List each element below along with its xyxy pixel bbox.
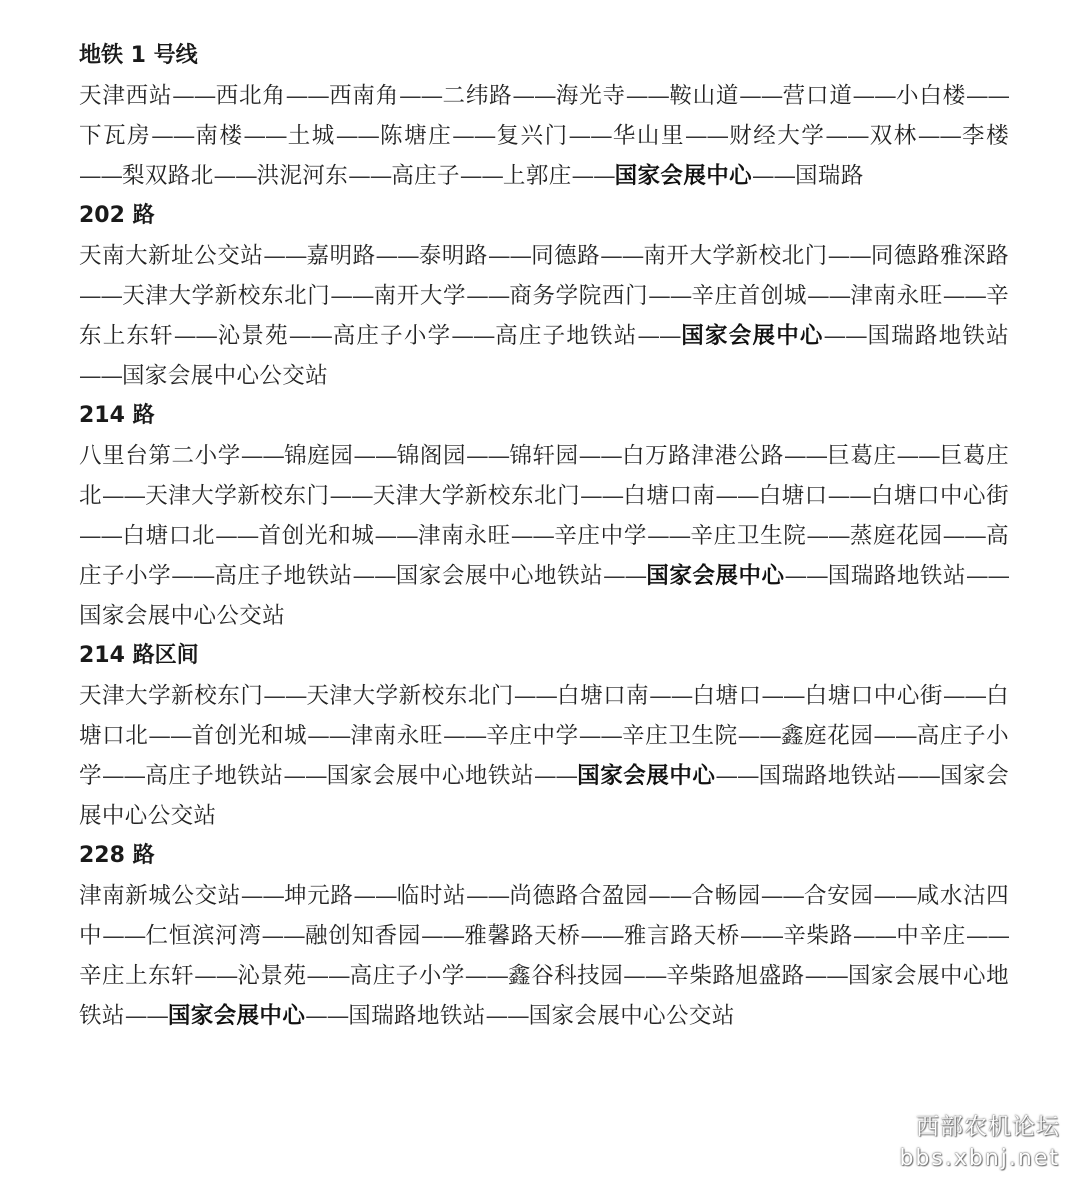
- stop-name: 国家会展中心公交站: [79, 763, 1009, 829]
- stop-separator: ——: [171, 563, 215, 589]
- stop-separator: ——: [873, 723, 917, 749]
- stop-name: 辛柴路: [782, 923, 853, 949]
- stop-separator: ——: [512, 83, 556, 109]
- stop-separator: ——: [761, 683, 805, 709]
- stop-name: 白塘口中心街: [804, 683, 943, 709]
- stop-name: 天南大新址公交站: [79, 243, 264, 269]
- stop-separator: ——: [330, 283, 374, 309]
- stop-separator: ——: [261, 923, 305, 949]
- stop-name: 复兴门: [495, 123, 569, 149]
- stop-name: 蒸庭花园: [849, 523, 943, 549]
- stop-separator: ——: [173, 323, 217, 349]
- stop-name: 泰明路: [418, 243, 488, 269]
- stop-name: 鑫庭花园: [780, 723, 874, 749]
- stop-name-highlighted: 国家会展中心: [577, 763, 716, 789]
- stop-separator: ——: [715, 763, 759, 789]
- stop-name: 南开大学新校北门: [643, 243, 828, 269]
- stop-name: 西南角: [328, 83, 400, 109]
- stop-name: 首创光和城: [258, 523, 375, 549]
- stop-name: 临时站: [396, 883, 467, 909]
- route-list: [79, 36, 1009, 1036]
- stop-separator: ——: [637, 323, 681, 349]
- stop-separator: ——: [452, 123, 496, 149]
- stop-name: 白塘口南: [556, 683, 650, 709]
- stop-name: 白万路津港公路: [621, 443, 784, 469]
- route-metro-line-1: [79, 36, 1009, 196]
- stop-separator: ——: [578, 723, 622, 749]
- stop-name: 梨双路北: [122, 163, 214, 189]
- watermark-name: 西部农机论坛: [916, 1114, 1060, 1140]
- route-title: 214 路区间: [79, 643, 199, 668]
- stop-name-highlighted: 国家会展中心: [646, 563, 785, 589]
- stop-name: 国瑞路地铁站: [348, 1003, 486, 1029]
- stop-separator: ——: [263, 243, 307, 269]
- stop-separator: ——: [151, 123, 195, 149]
- stop-name: 巨葛庄: [826, 443, 897, 469]
- stop-name: 同德路雅深路: [870, 243, 1010, 269]
- stop-name: 嘉明路: [306, 243, 376, 269]
- stop-separator: ——: [124, 1003, 168, 1029]
- stop-name: 仁恒滨河湾: [145, 923, 262, 949]
- stop-name: 国家会展中心公交站: [528, 1003, 735, 1029]
- stop-name: 白塘口北: [79, 683, 1009, 749]
- stop-separator: ——: [79, 283, 122, 309]
- stop-separator: ——: [715, 483, 759, 509]
- stop-separator: ——: [580, 923, 624, 949]
- stop-name: 高庄子小学: [331, 323, 452, 349]
- stop-name: 小白楼: [895, 83, 967, 109]
- stop-name: 辛东上东轩: [79, 283, 1009, 349]
- stop-name: 津南永旺: [350, 723, 444, 749]
- stop-name: 鑫谷科技园: [507, 963, 624, 989]
- stop-separator: ——: [451, 323, 495, 349]
- stop-name: 二纬路: [442, 83, 513, 109]
- stop-separator: ——: [580, 483, 624, 509]
- stop-name: 辛庄首创城: [691, 283, 808, 309]
- stop-separator: ——: [79, 363, 122, 389]
- stop-name: 天津大学新校东门: [79, 683, 264, 709]
- stop-separator: ——: [374, 523, 418, 549]
- stop-name: 八里台第二小学: [79, 443, 241, 469]
- stop-name: 雅言路天桥: [623, 923, 740, 949]
- stop-separator: ——: [807, 283, 851, 309]
- stop-name: 高庄子地铁站: [494, 323, 638, 349]
- stop-name: 合畅园: [691, 883, 761, 909]
- route-stops: [79, 236, 1009, 396]
- route-stops: [79, 436, 1009, 636]
- stop-separator: ——: [79, 163, 122, 189]
- watermark-url: bbs.xbnj.net: [899, 1146, 1060, 1171]
- stop-name: 国家会展中心地铁站: [326, 763, 535, 789]
- stop-separator: ——: [353, 443, 397, 469]
- stop-name: 鞍山道: [668, 83, 740, 109]
- stop-separator: ——: [784, 563, 828, 589]
- stop-separator: ——: [329, 483, 373, 509]
- stop-separator: ——: [466, 443, 510, 469]
- stop-separator: ——: [285, 83, 329, 109]
- stop-name: 双林: [868, 123, 918, 149]
- stop-name: 国家会展中心公交站: [122, 363, 329, 389]
- stop-name: 融创知香园: [304, 923, 422, 949]
- route-stops: [79, 676, 1009, 836]
- stop-separator: ——: [942, 283, 986, 309]
- stop-separator: ——: [942, 683, 986, 709]
- stop-name: 沁景苑: [237, 963, 307, 989]
- stop-name: 白塘口中心街: [870, 483, 1009, 509]
- stop-name: 高庄子小学: [79, 523, 1009, 589]
- stop-name: 白塘口北: [122, 523, 216, 549]
- stop-separator: ——: [243, 123, 287, 149]
- stop-separator: ——: [760, 883, 804, 909]
- stop-name: 中辛庄: [895, 923, 966, 949]
- stop-separator: ——: [648, 283, 692, 309]
- route-stops: [79, 76, 1009, 196]
- stop-name: 高庄子小学: [79, 723, 1010, 789]
- stop-name: 国瑞路地铁站: [758, 763, 897, 789]
- stop-separator: ——: [102, 763, 146, 789]
- stop-name: 国瑞路地铁站: [866, 323, 1009, 349]
- stop-separator: ——: [649, 683, 693, 709]
- route-title: 214 路: [79, 403, 155, 428]
- stop-separator: ——: [752, 163, 796, 189]
- stop-separator: ——: [896, 443, 940, 469]
- stop-name: 国家会展中心地铁站: [395, 563, 604, 589]
- stop-separator: ——: [685, 123, 729, 149]
- stop-separator: ——: [352, 563, 396, 589]
- stop-name: 李楼: [960, 123, 1009, 149]
- stop-separator: ——: [102, 483, 146, 509]
- stop-separator: ——: [487, 243, 531, 269]
- stop-separator: ——: [466, 883, 510, 909]
- route-bus-202: [79, 196, 1009, 396]
- stop-name: 咸水沽四中: [79, 883, 1009, 949]
- stop-separator: ——: [852, 923, 896, 949]
- stop-name: 雅馨路天桥: [464, 923, 581, 949]
- stop-separator: ——: [513, 683, 557, 709]
- stop-separator: ——: [421, 923, 465, 949]
- route-bus-228: [79, 836, 1009, 1036]
- stop-separator: ——: [510, 523, 554, 549]
- stop-name: 国瑞路: [795, 163, 864, 189]
- stop-separator: ——: [739, 83, 783, 109]
- stop-separator: ——: [466, 283, 510, 309]
- stop-name: 尚德路合盈园: [509, 883, 649, 909]
- stop-name: 天津大学新校东北门: [372, 483, 581, 509]
- stop-separator: ——: [568, 123, 612, 149]
- stop-separator: ——: [240, 883, 284, 909]
- stop-separator: ——: [215, 523, 259, 549]
- stop-name: 坤元路: [283, 883, 354, 909]
- stop-separator: ——: [804, 963, 848, 989]
- stop-name: 高庄子小学: [349, 963, 465, 989]
- stop-name: 国家会展中心地铁站: [79, 963, 1009, 1029]
- stop-separator: ——: [571, 163, 615, 189]
- stop-name: 海光寺: [555, 83, 626, 109]
- stop-separator: ——: [459, 163, 503, 189]
- stop-separator: ——: [827, 243, 871, 269]
- stop-separator: ——: [783, 443, 827, 469]
- stop-name: 巨葛庄北: [79, 443, 1009, 509]
- stop-name: 辛庄卫生院: [621, 723, 738, 749]
- stop-name: 财经大学: [728, 123, 826, 149]
- stop-name: 商务学院西门: [509, 283, 649, 309]
- stop-name: 国瑞路地铁站: [827, 563, 966, 589]
- stop-separator: ——: [942, 523, 986, 549]
- stop-separator: ——: [399, 83, 443, 109]
- stop-separator: ——: [600, 243, 644, 269]
- stop-separator: ——: [443, 723, 487, 749]
- stop-name: 高庄子地铁站: [214, 563, 353, 589]
- stop-separator: ——: [288, 323, 332, 349]
- route-title: 228 路: [79, 843, 155, 868]
- stop-separator: ——: [896, 763, 940, 789]
- stop-name: 辛柴路旭盛路: [666, 963, 805, 989]
- stop-separator: ——: [739, 923, 783, 949]
- route-bus-214-section: [79, 636, 1009, 836]
- stop-separator: ——: [375, 243, 419, 269]
- stop-name: 天津西站: [79, 83, 173, 109]
- stop-name: 陈塘庄: [378, 123, 453, 149]
- stop-separator: ——: [172, 83, 216, 109]
- stop-separator: ——: [965, 923, 1009, 949]
- stop-separator: ——: [305, 1003, 349, 1029]
- stop-name-highlighted: 国家会展中心: [680, 323, 824, 349]
- stop-name: 天津大学新校东北门: [306, 683, 514, 709]
- stop-name: 辛庄中学: [486, 723, 579, 749]
- stop-name: 华山里: [611, 123, 686, 149]
- stop-name: 西北角: [215, 83, 286, 109]
- stop-name: 南开大学: [373, 283, 467, 309]
- stop-name: 锦轩园: [509, 443, 579, 469]
- stop-separator: ——: [852, 83, 896, 109]
- stop-name: 下瓦房: [79, 123, 152, 149]
- stop-name: 洪泥河东: [256, 163, 349, 189]
- stop-separator: ——: [534, 763, 578, 789]
- stop-separator: ——: [966, 83, 1010, 109]
- stop-name: 高庄子地铁站: [145, 763, 284, 789]
- stop-name: 国家会展中心公交站: [79, 603, 286, 629]
- stop-name: 营口道: [782, 83, 853, 109]
- stop-name: 辛庄中学: [553, 523, 648, 549]
- stop-separator: ——: [348, 163, 392, 189]
- stop-separator: ——: [464, 963, 508, 989]
- stop-separator: ——: [825, 123, 869, 149]
- stop-separator: ——: [335, 123, 379, 149]
- stop-separator: ——: [307, 723, 351, 749]
- stop-separator: ——: [966, 563, 1009, 589]
- stop-separator: ——: [737, 723, 781, 749]
- stop-name: 同德路: [530, 243, 601, 269]
- stop-separator: ——: [102, 923, 146, 949]
- stop-separator: ——: [485, 1003, 529, 1029]
- stop-separator: ——: [603, 563, 647, 589]
- stop-separator: ——: [623, 963, 667, 989]
- route-title: 202 路: [79, 203, 155, 228]
- route-stops: [79, 876, 1009, 1036]
- stop-separator: ——: [283, 763, 327, 789]
- route-title: 地铁 1 号线: [79, 43, 198, 68]
- stop-name: 土城: [286, 123, 336, 149]
- stop-name: 白塘口南: [623, 483, 716, 509]
- stop-name: 辛庄卫生院: [690, 523, 807, 549]
- stop-separator: ——: [306, 963, 350, 989]
- stop-separator: ——: [806, 523, 850, 549]
- stop-name: 沁景苑: [216, 323, 289, 349]
- stop-separator: ——: [917, 123, 961, 149]
- stop-name: 白塘口: [692, 683, 762, 709]
- stop-separator: ——: [578, 443, 622, 469]
- stop-separator: ——: [240, 443, 284, 469]
- stop-name-highlighted: 国家会展中心: [167, 1003, 306, 1029]
- stop-name: 津南永旺: [850, 283, 943, 309]
- stop-separator: ——: [79, 523, 122, 549]
- stop-name: 合安园: [803, 883, 874, 909]
- stop-separator: ——: [263, 683, 307, 709]
- stop-separator: ——: [194, 963, 238, 989]
- stop-separator: ——: [213, 163, 257, 189]
- stop-name: 高庄子: [391, 163, 460, 189]
- stop-name: 首创光和城: [191, 723, 308, 749]
- stop-name: 天津大学新校东门: [145, 483, 330, 509]
- stop-name: 津南永旺: [417, 523, 511, 549]
- stop-name: 锦庭园: [283, 443, 354, 469]
- stop-separator: ——: [647, 523, 691, 549]
- stop-name: 锦阁园: [396, 443, 467, 469]
- stop-separator: ——: [827, 483, 871, 509]
- stop-separator: ——: [648, 883, 692, 909]
- stop-separator: ——: [148, 723, 192, 749]
- stop-name-highlighted: 国家会展中心: [614, 163, 753, 189]
- stop-separator: ——: [873, 883, 917, 909]
- stop-separator: ——: [823, 323, 867, 349]
- stop-name: 南楼: [194, 123, 244, 149]
- stop-name: 上郭庄: [502, 163, 572, 189]
- stop-name: 辛庄上东轩: [79, 963, 195, 989]
- watermark: [899, 1111, 1060, 1175]
- stop-separator: ——: [353, 883, 397, 909]
- route-bus-214: [79, 396, 1009, 636]
- stop-name: 天津大学新校东北门: [122, 283, 331, 309]
- stop-separator: ——: [625, 83, 669, 109]
- stop-name: 津南新城公交站: [79, 883, 241, 909]
- stop-name: 白塘口: [758, 483, 828, 509]
